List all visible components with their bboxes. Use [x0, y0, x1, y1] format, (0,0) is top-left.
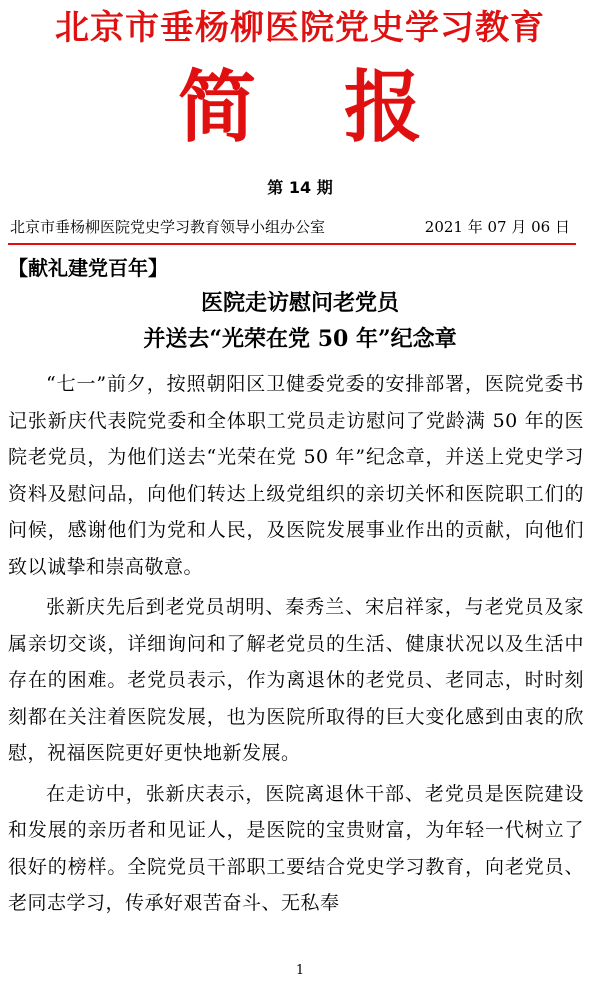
red-divider [8, 243, 576, 245]
page-number: 1 [295, 963, 305, 978]
issuer-name: 北京市垂杨柳医院党史学习教育领导小组办公室 [10, 218, 326, 236]
org-title: 北京市垂杨柳医院党史学习教育 [55, 8, 545, 48]
bulletin-title: 简报 [177, 62, 510, 153]
section-tag: 【献礼建党百年】 [8, 256, 168, 280]
article-paragraph: 张新庆先后到老党员胡明、秦秀兰、宋启祥家，与老党员及家属亲切交谈，详细询问和了解老党员的生活、健康状况以及生活中存在的困难。老党员表示，作为离退休的老党员、老同志，时时刻刻都在关注着医院发展，也为医院所取得的巨大变化感到由衷的欣慰，祝福医院更好更快地新发展。 [8, 596, 584, 764]
article-paragraph: “七一”前夕，按照朝阳区卫健委党委的安排部署，医院党委书记张新庆代表院党委和全体职工党员走访慰问了党龄满 50 年的医院老党员，为他们送去“光荣在党 50 年”纪念章，并送上党史学习资料及慰问品，向他们转达上级党组织的亲切关怀和医院职工们的问候，感谢他们为党和人民，及医院发展事业作出的贡献，向他们致以诚挚和崇高敬意。 [8, 373, 584, 578]
article-body [8, 366, 584, 926]
headline-line-1: 医院走访慰问老党员 [200, 290, 399, 316]
article-paragraph: 在走访中，张新庆表示，医院离退休干部、老党员是医院建设和发展的亲历者和见证人，是医院的宝贵财富，为年轻一代树立了很好的榜样。全院党员干部职工要结合党史学习教育，向老党员、老同志学习，传承好艰苦奋斗、无私奉 [8, 782, 584, 914]
issue-date: 2021 年 07 月 06 日 [424, 218, 570, 236]
issue-number: 第 14 期 [267, 178, 333, 197]
headline-line-2: 并送去“光荣在党 50 年”纪念章 [143, 326, 457, 352]
